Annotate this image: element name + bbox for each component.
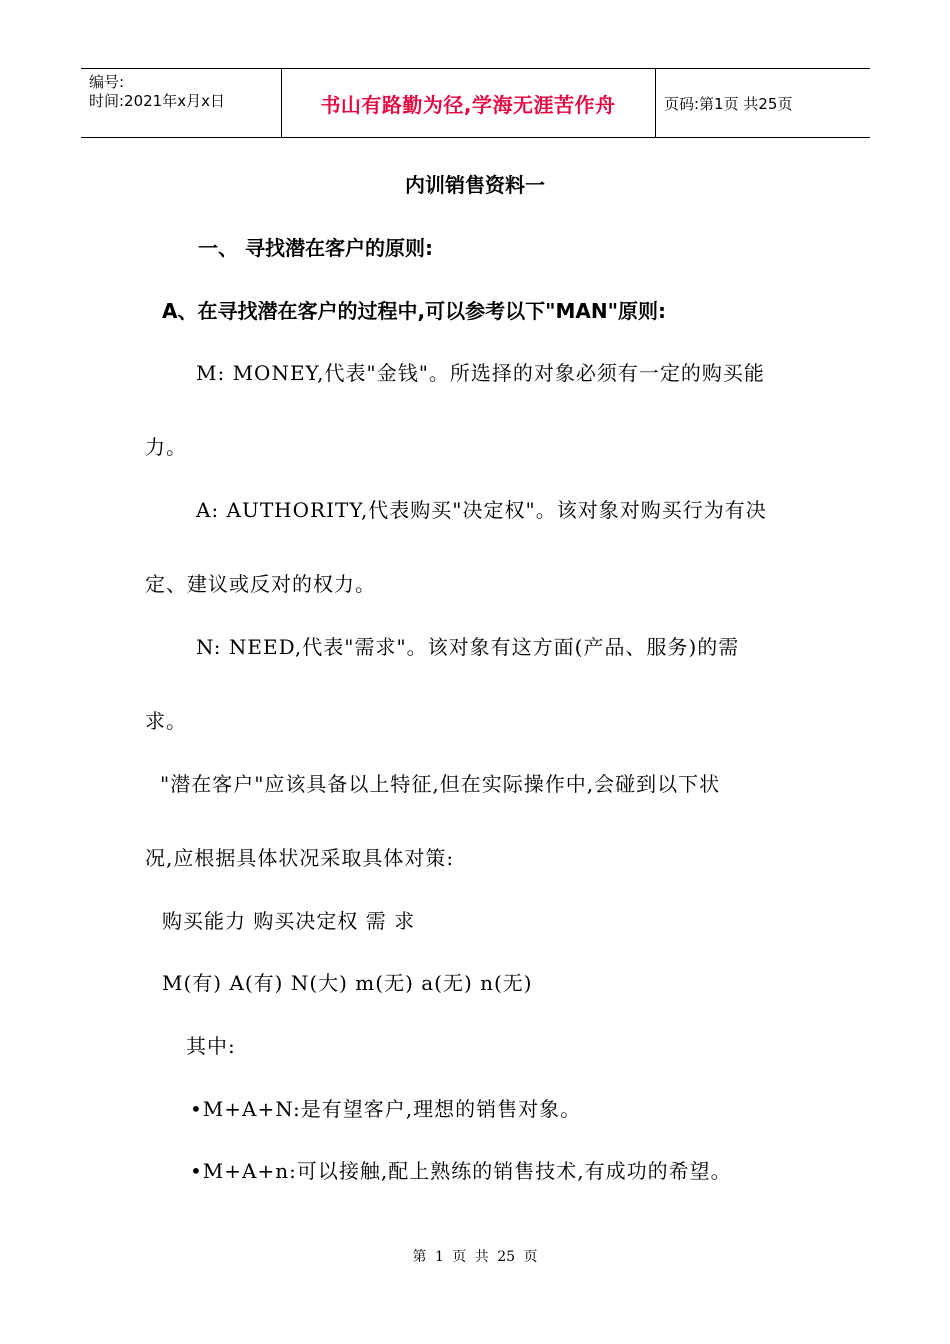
section-heading-a: A、在寻找潜在客户的过程中,可以参考以下"MAN"原则: [162,299,667,323]
paragraph-line: 况,应根据具体状况采取具体对策: [145,846,455,870]
header-divider [655,69,656,137]
number-label: 编号: [89,73,125,91]
page-footer: 第 1 页 共 25 页 [412,1249,538,1265]
paragraph-line: 定、建议或反对的权力。 [145,572,376,596]
paragraph-line: 求。 [145,709,187,733]
paragraph-line: A: AUTHORITY,代表购买"决定权"。该对象对购买行为有决 [196,498,767,522]
header-motto: 书山有路勤为径,学海无涯苦作舟 [320,92,616,117]
among-label: 其中: [186,1034,236,1058]
paragraph-line: N: NEED,代表"需求"。该对象有这方面(产品、服务)的需 [196,635,740,659]
paragraph-line: 力。 [145,435,187,459]
section-heading-1: 一、 寻找潜在客户的原则: [198,236,433,260]
document-title: 内训销售资料一 [405,173,545,197]
time-label: 时间:2021年x月x日 [89,92,225,110]
combination-line: M(有) A(有) N(大) m(无) a(无) n(无) [162,971,533,995]
columns-line: 购买能力 购买决定权 需 求 [162,909,416,933]
paragraph-line: M: MONEY,代表"金钱"。所选择的对象必须有一定的购买能 [196,361,765,385]
paragraph-line: "潜在客户"应该具备以上特征,但在实际操作中,会碰到以下状 [160,772,721,796]
header-left-cell [89,73,225,111]
bullet-item: •M+A+n:可以接触,配上熟练的销售技术,有成功的希望。 [190,1159,732,1183]
bullet-item: •M+A+N:是有望客户,理想的销售对象。 [190,1097,582,1121]
header-table [81,68,870,138]
header-page-info: 页码:第1页 共25页 [664,94,793,113]
